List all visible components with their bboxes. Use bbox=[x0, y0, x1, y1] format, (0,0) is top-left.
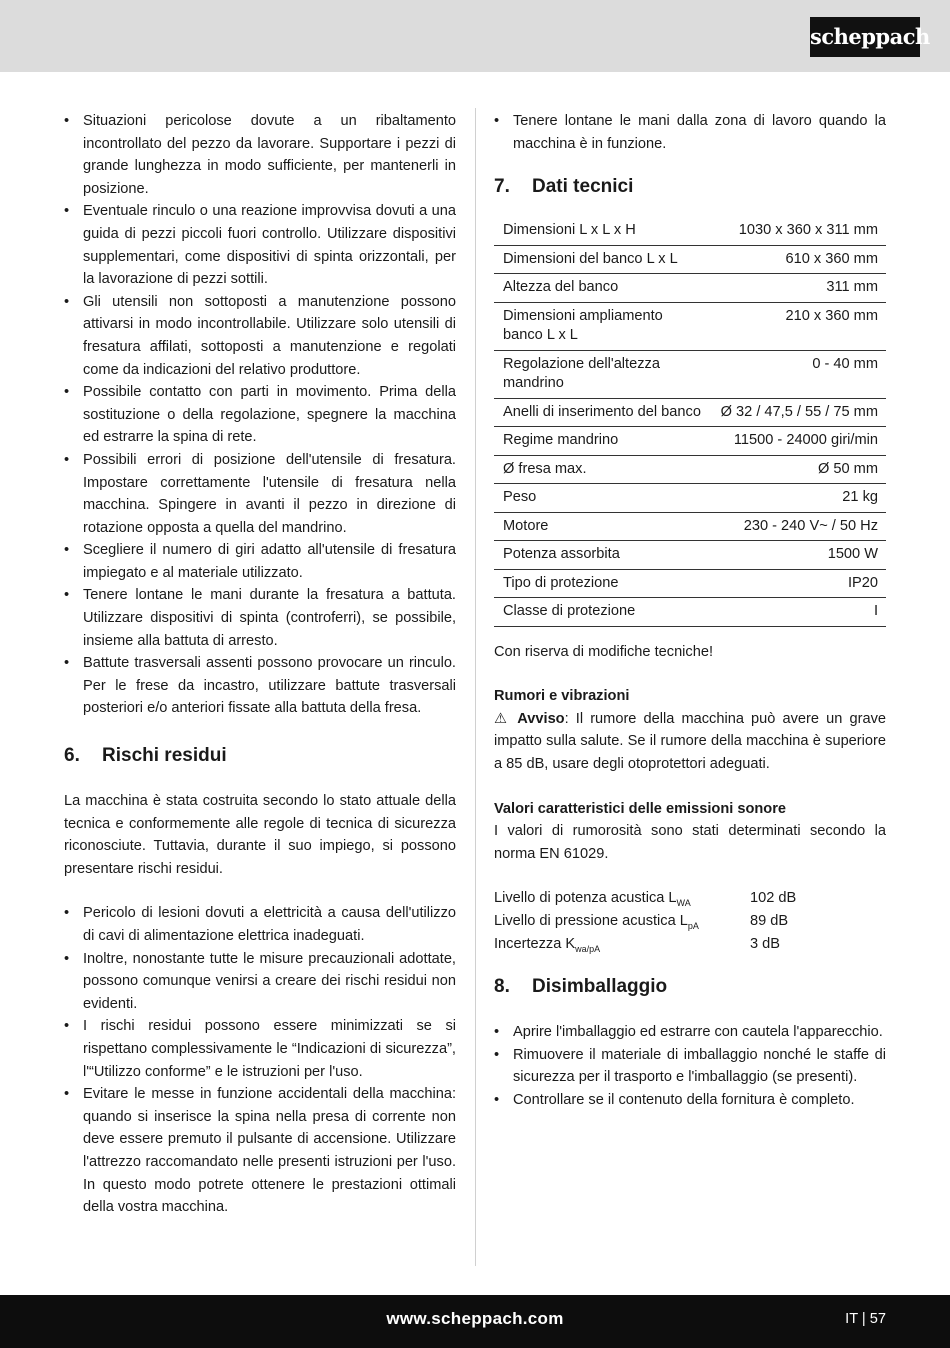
table-row bbox=[494, 512, 886, 541]
spec-label: Classe di protezione bbox=[494, 598, 712, 627]
technical-changes-note: Con riserva di modifiche tecniche! bbox=[494, 643, 714, 660]
noise-value: 3 dB bbox=[750, 935, 781, 952]
noise-value: 102 dB bbox=[750, 890, 797, 907]
section-7-heading bbox=[494, 175, 886, 199]
noise-warning bbox=[494, 708, 886, 776]
list-item: • Aprire l'imballaggio ed estrarre con cautela l'apparecchio. bbox=[494, 1021, 886, 1044]
list-item: • Tenere lontane le mani durante la fresatura a battuta. Utilizzare dispositivi di spinta (controferri), se possibile, insieme alla battuta di arresto. bbox=[64, 584, 456, 652]
section-number: 8. bbox=[494, 976, 510, 998]
website-link[interactable]: www.scheppach.com bbox=[386, 1309, 564, 1328]
tech-data-table bbox=[494, 217, 886, 627]
spec-value: IP20 bbox=[712, 569, 886, 598]
spec-label: Motore bbox=[494, 512, 712, 541]
spec-label: Regime mandrino bbox=[494, 427, 712, 456]
spec-label: Dimensioni L x L x H bbox=[494, 217, 712, 245]
spec-value: 21 kg bbox=[712, 484, 886, 513]
list-item: • I rischi residui possono essere minimizzati se si rispettano complessivamente le “Indicazioni di sicurezza”, l'“Utilizzo conforme” e le istruzioni per l'uso. bbox=[64, 1015, 456, 1083]
spec-label: Potenza assorbita bbox=[494, 541, 712, 570]
spec-value: 1500 W bbox=[712, 541, 886, 570]
warning-icon: ⚠ bbox=[494, 710, 511, 727]
section-title: Dati tecnici bbox=[532, 176, 634, 198]
list-item: • Gli utensili non sottoposti a manutenzione possono attivarsi in modo incontrollabile. Utilizzare solo utensili di fresatura affilati, sottoposti a manutenzione e regolati come da indicazioni del relativo produttore. bbox=[64, 291, 456, 381]
spec-value: 0 - 40 mm bbox=[712, 350, 886, 398]
table-row bbox=[494, 455, 886, 484]
list-item: • Possibili errori di posizione dell'utensile di fresatura. Impostare correttamente l'utensile di fresatura nella macchina. Spingere in avanti il pezzo in direzione di rotazione opposta a quella del mandrino. bbox=[64, 449, 456, 539]
noise-row bbox=[494, 887, 886, 910]
section-title: Disimballaggio bbox=[532, 976, 668, 998]
scheppach-logo: scheppach bbox=[810, 17, 920, 57]
list-item: • Possibile contatto con parti in movimento. Prima della sostituzione o della regolazione, spegnere la macchina ed estrarre la spina di rete. bbox=[64, 381, 456, 449]
section-number: 6. bbox=[64, 745, 80, 767]
unpacking-list bbox=[494, 1021, 886, 1111]
noise-label: Livello di potenza acustica $L_{WA}$ bbox=[494, 890, 691, 909]
spec-value: 230 - 240 V~ / 50 Hz bbox=[712, 512, 886, 541]
spec-label: Peso bbox=[494, 484, 712, 513]
left-column bbox=[64, 110, 456, 1219]
noise-values bbox=[494, 887, 886, 955]
spec-value: 610 x 360 mm bbox=[712, 245, 886, 274]
spec-value: 311 mm bbox=[712, 274, 886, 303]
spec-label: Regolazione dell'altezza mandrino bbox=[494, 350, 712, 398]
table-row bbox=[494, 541, 886, 570]
table-row bbox=[494, 350, 886, 398]
table-row bbox=[494, 569, 886, 598]
spec-label: Ø fresa max. bbox=[494, 455, 712, 484]
list-item: • Controllare se il contenuto della fornitura è completo. bbox=[494, 1089, 886, 1112]
spec-value: 1030 x 360 x 311 mm bbox=[712, 217, 886, 245]
list-item: • Evitare le messe in funzione accidentali della macchina: quando si inserisce la spina nella presa di corrente non deve essere premuto il pulsante di accensione. Utilizzare l'attrezzo raccomandato nelle presenti istruzioni per l'uso. In questo modo potrete ottenere le prestazioni ottimali della vostra macchina. bbox=[64, 1083, 456, 1219]
list-item: • Pericolo di lesioni dovuti a elettricità a causa dell'utilizzo di cavi di alimentazione elettrica inadeguati. bbox=[64, 902, 456, 947]
emissions-heading: Valori caratteristici delle emissioni sonore bbox=[494, 800, 786, 817]
hands-warning-list bbox=[494, 110, 886, 155]
list-item: • Battute trasversali assenti possono provocare un rinculo. Per le frese da incastro, utilizzare battute trasversali posteriori e/o anteriori fissate alla battuta della fresa. bbox=[64, 652, 456, 720]
spec-label: Dimensioni ampliamento banco L x L bbox=[494, 302, 712, 350]
list-item: • Rimuovere il materiale di imballaggio nonché le staffe di sicurezza per il trasporto e l'imballaggio (se presenti). bbox=[494, 1044, 886, 1089]
noise-value: 89 dB bbox=[750, 913, 789, 930]
hazard-list bbox=[64, 110, 456, 720]
list-item: • Tenere lontane le mani dalla zona di lavoro quando la macchina è in funzione. bbox=[494, 110, 886, 155]
residual-risks-list bbox=[64, 902, 456, 1218]
noise-label: Incertezza $K_{wa/pA}$ bbox=[494, 935, 601, 954]
table-row bbox=[494, 245, 886, 274]
section-title: Rischi residui bbox=[102, 745, 227, 767]
list-item: • Scegliere il numero di giri adatto all'utensile di fresatura impiegato e al materiale utilizzato. bbox=[64, 539, 456, 584]
table-row bbox=[494, 217, 886, 245]
section-6-intro: La macchina è stata costruita secondo lo stato attuale della tecnica e conformemente alle regole di tecnica di sicurezza riconosciute. Tuttavia, durante il suo impiego, si possono presentare rischi residui. bbox=[64, 793, 456, 877]
spec-label: Anelli di inserimento del banco bbox=[494, 398, 712, 427]
column-divider bbox=[475, 108, 476, 1266]
list-item: • Situazioni pericolose dovute a un ribaltamento incontrollato del pezzo da lavorare. Supportare i pezzi di grande lunghezza in modo sufficiente, per mantenerli in posizione. bbox=[64, 110, 456, 200]
emissions-text: I valori di rumorosità sono stati determinati secondo la norma EN 61029. bbox=[494, 823, 886, 862]
spec-value: 210 x 360 mm bbox=[712, 302, 886, 350]
table-row bbox=[494, 398, 886, 427]
header-bar bbox=[0, 0, 950, 72]
footer-bar bbox=[0, 1295, 950, 1348]
table-row bbox=[494, 484, 886, 513]
section-6-heading bbox=[64, 744, 456, 768]
warning-label: Avviso bbox=[517, 710, 565, 727]
noise-row bbox=[494, 910, 886, 933]
spec-value: Ø 50 mm bbox=[712, 455, 886, 484]
noise-label: Livello di pressione acustica $L_{pA}$ bbox=[494, 913, 699, 932]
noise-row bbox=[494, 933, 886, 956]
right-column bbox=[494, 110, 886, 1112]
section-number: 7. bbox=[494, 176, 510, 198]
warning-text: : Il rumore della macchina può avere un grave impatto sulla salute. Se il rumore della macchina è superiore a 85 dB, usare degli otoprotettori adeguati. bbox=[494, 710, 886, 773]
spec-value: 11500 - 24000 giri/min bbox=[712, 427, 886, 456]
spec-value: I bbox=[712, 598, 886, 627]
table-row bbox=[494, 427, 886, 456]
spec-value: Ø 32 / 47,5 / 55 / 75 mm bbox=[712, 398, 886, 427]
page-number: IT | 57 bbox=[845, 1311, 886, 1327]
list-item: • Inoltre, nonostante tutte le misure precauzionali adottate, possono comunque venirsi a creare dei rischi residui non evidenti. bbox=[64, 948, 456, 1016]
section-8-heading bbox=[494, 975, 886, 999]
spec-label: Tipo di protezione bbox=[494, 569, 712, 598]
spec-label: Altezza del banco bbox=[494, 274, 712, 303]
noise-heading: Rumori e vibrazioni bbox=[494, 688, 630, 705]
table-row bbox=[494, 302, 886, 350]
table-row bbox=[494, 598, 886, 627]
list-item: • Eventuale rinculo o una reazione improvvisa dovuti a una guida di pezzi piccoli fuori controllo. Utilizzare dispositivi supplementari, come dispositivi di spinta orizzontali, per la lavorazione di pezzi sottili. bbox=[64, 200, 456, 290]
table-row bbox=[494, 274, 886, 303]
spec-label: Dimensioni del banco L x L bbox=[494, 245, 712, 274]
